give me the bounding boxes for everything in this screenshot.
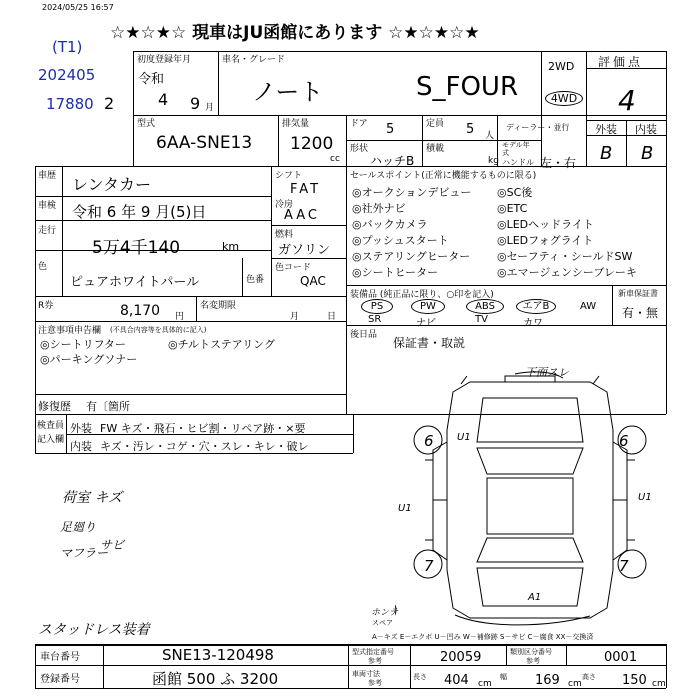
model-label: 型式	[137, 119, 156, 129]
checker-int-label: 内装	[70, 440, 92, 453]
repair-value: 有〔箇所	[86, 400, 130, 413]
sales-point-12: ◎エマージェンシーブレーキ	[497, 266, 637, 279]
spec-class-sub: 参考	[526, 657, 540, 665]
recycle-label: R券	[38, 301, 54, 311]
fuel-label: 燃料	[275, 230, 294, 240]
plate-value: 函館 500 ふ 3200	[152, 670, 279, 688]
spec-class-no: 0001	[604, 650, 638, 665]
equip-abs: ABS	[466, 299, 504, 314]
equip-airbag: エアB	[516, 299, 556, 314]
hand-note-5: スタッドレス装着	[38, 622, 150, 638]
repair-label: 修復歴	[38, 400, 71, 413]
damage-legend: A－キズ E－エクボ U－凹み W－補修跡 S－サビ C－腐食 XX－交換済	[372, 633, 594, 641]
sales-point-3: ◎社外ナビ	[352, 202, 406, 215]
inspection-label: 車検	[38, 201, 57, 211]
spec-w-label: 幅	[500, 673, 507, 681]
notes-sub: (不具合内容等を具体的に記入)	[110, 326, 207, 334]
car-name: ノート	[252, 78, 324, 106]
mileage-unit: km	[222, 240, 240, 253]
spec-class-label: 類別区分番号	[510, 648, 552, 656]
sales-point-2: ◎SC後	[497, 186, 533, 199]
new-manual-value: 有・無	[622, 306, 659, 320]
reg-era: 令和	[138, 72, 165, 87]
exterior-label: 外装	[595, 123, 617, 136]
displacement-unit: cc	[330, 154, 340, 164]
spec-h-label: 高さ	[582, 673, 596, 681]
spec-w-unit: cm	[568, 679, 582, 689]
new-manual-label: 新車保証書	[618, 289, 658, 298]
interior-label: 内装	[635, 123, 657, 136]
lot-date: 202405	[38, 66, 96, 84]
doors-value: 5	[386, 122, 395, 137]
mark-rr: 7	[619, 557, 629, 575]
hand-note-2: 足廻り	[60, 520, 97, 534]
mileage-value: 5万4千140	[92, 238, 181, 258]
note-item-1: ◎シートリフター	[40, 338, 126, 351]
car-diagram	[395, 370, 665, 630]
mileage-label: 走行	[38, 226, 57, 236]
equipment-label: 装備品 (純正品に限り、○印を記入)	[350, 290, 494, 300]
hand-note-1: 荷室 キズ	[62, 490, 123, 506]
inspection-value: 令和 6 年 9 月(5)日	[72, 203, 207, 221]
under-note: 下面スレ	[525, 366, 569, 379]
model-year-label: モデル年式	[502, 141, 530, 157]
mark-u1-c: U1	[638, 492, 652, 503]
spec-h-unit: cm	[652, 679, 666, 689]
lot-number: 17880	[46, 95, 94, 113]
checker-int-text: キズ・汚レ・コゲ・穴・スレ・キレ・破レ	[100, 440, 309, 453]
lot-extra: 2	[104, 94, 115, 113]
color-label: 色	[38, 262, 48, 272]
checker-label-1: 検査員	[37, 421, 65, 431]
mark-u1-a: U1	[457, 432, 471, 443]
hand-note-4: サビ	[100, 538, 125, 552]
lot-tag: (T1)	[52, 38, 83, 56]
hand-note-3: マフラー	[60, 546, 109, 560]
spare-sub: スペア	[372, 619, 393, 627]
score-label: 評価点	[598, 55, 644, 69]
reg-month: 9	[190, 94, 201, 113]
spec-size-label: 車両寸法	[352, 670, 380, 678]
car-label: 車名・グレード	[222, 55, 286, 65]
history-value: レンタカー	[72, 175, 151, 194]
doors-label: ドア	[350, 119, 368, 129]
spec-len: 404	[444, 673, 469, 688]
plate-label: 登録番号	[40, 674, 80, 685]
mark-rl: 7	[424, 557, 434, 575]
equip-tv: TV	[475, 314, 488, 325]
fuel-value: ガソリン	[278, 243, 331, 258]
reg-year: 4	[158, 90, 169, 109]
shift-value: FAT	[290, 182, 322, 197]
sales-point-9: ◎ステアリングヒーター	[352, 250, 471, 263]
name-change-month: 月	[290, 312, 300, 322]
reg-date-label: 初度登録年月	[137, 55, 192, 65]
ac-value: AAC	[284, 208, 320, 223]
handle-value: 左・右	[540, 156, 577, 170]
capacity-value: 5	[466, 122, 475, 137]
equip-aw: AW	[580, 301, 597, 312]
spec-len-unit: cm	[478, 679, 492, 689]
post-install-label: 後日品	[350, 330, 378, 340]
ac-label: 冷房	[275, 200, 294, 210]
sales-point-5: ◎バックカメラ	[352, 218, 428, 231]
capacity-label: 定員	[426, 119, 445, 129]
sales-point-7: ◎プッシュスタート	[352, 234, 449, 247]
sales-point-10: ◎セーフティ・シールドSW	[497, 250, 633, 263]
mark-u1-b: U1	[398, 503, 412, 514]
spec-w: 169	[535, 673, 560, 688]
reg-month-unit: 月	[205, 103, 215, 113]
recycle-unit: 円	[175, 312, 185, 322]
color-value: ピュアホワイトパール	[70, 275, 200, 290]
post-install-value: 保証書・取説	[393, 336, 466, 350]
load-label: 積載	[426, 144, 445, 154]
load-unit: kg	[488, 156, 499, 166]
spec-model-no: 20059	[440, 650, 482, 665]
car-grade: S_FOUR	[416, 72, 519, 102]
checker-ext-text: FW キズ・飛石・ヒビ割・リペア跡・×要	[100, 422, 306, 435]
dealer-label: ディーラー・並行	[506, 123, 570, 132]
equip-sr: SR	[368, 314, 382, 325]
name-change-label: 名変期限	[200, 301, 237, 311]
checker-ext-label: 外装	[70, 422, 92, 435]
mark-fr: 6	[619, 432, 629, 450]
mark-a1: A1	[528, 592, 542, 603]
banner: ☆★☆★☆ 現車はJU函館にあります ☆★☆★☆★	[110, 23, 480, 43]
checker-label-2: 記入欄	[37, 435, 65, 445]
spec-model-no-sub: 参考	[368, 657, 382, 665]
equip-ps: PS	[361, 299, 393, 314]
equip-leather: カワ	[523, 318, 543, 329]
sales-points-label: セールスポイント(正常に機能するものに限る)	[350, 171, 537, 181]
note-item-3: ◎パーキングソナー	[40, 353, 138, 366]
capacity-unit: 人	[485, 131, 495, 141]
shape-value: ハッチB	[370, 154, 415, 168]
exterior-value: B	[600, 143, 613, 164]
spec-size-sub: 参考	[368, 679, 382, 687]
color-code-value: QAC	[300, 274, 326, 288]
sales-point-8: ◎LEDフォグライト	[497, 234, 594, 247]
name-change-day: 日	[327, 312, 337, 322]
sales-point-6: ◎LEDヘッドライト	[497, 218, 594, 231]
shift-label: シフト	[275, 171, 303, 181]
note-item-2: ◎チルトステアリング	[168, 338, 276, 351]
mark-fl: 6	[424, 432, 434, 450]
score-value: 4	[618, 84, 636, 117]
spec-len-label: 長さ	[413, 673, 427, 681]
history-label: 車歴	[38, 171, 57, 181]
equip-pw: PW	[411, 299, 445, 314]
color-no-label: 色番	[246, 275, 265, 285]
shape-label: 形状	[350, 144, 369, 154]
equip-navi: ナビ	[416, 318, 436, 329]
spec-model-no-label: 型式指定番号	[352, 648, 394, 656]
model-value: 6AA-SNE13	[156, 133, 253, 153]
handle-label: ハンドル	[502, 158, 534, 167]
drive-4wd: 4WD	[545, 91, 583, 106]
color-code-label: 色コード	[275, 263, 312, 273]
recycle-value: 8,170	[120, 303, 161, 319]
sales-point-11: ◎シートヒーター	[352, 266, 439, 279]
drive-2wd: 2WD	[548, 60, 575, 73]
sales-point-4: ◎ETC	[497, 202, 528, 215]
chassis-value: SNE13-120498	[162, 646, 274, 664]
sales-point-1: ◎オークションデビュー	[352, 186, 472, 199]
displacement-label: 排気量	[282, 119, 310, 129]
chassis-label: 車台番号	[40, 652, 80, 663]
spec-h: 150	[622, 673, 647, 688]
spare-note: ホンテ	[371, 608, 399, 618]
notes-label: 注意事項申告欄	[38, 326, 102, 336]
timestamp: 2024/05/25 16:57	[42, 3, 114, 12]
displacement-value: 1200	[290, 134, 334, 154]
interior-value: B	[641, 143, 654, 164]
